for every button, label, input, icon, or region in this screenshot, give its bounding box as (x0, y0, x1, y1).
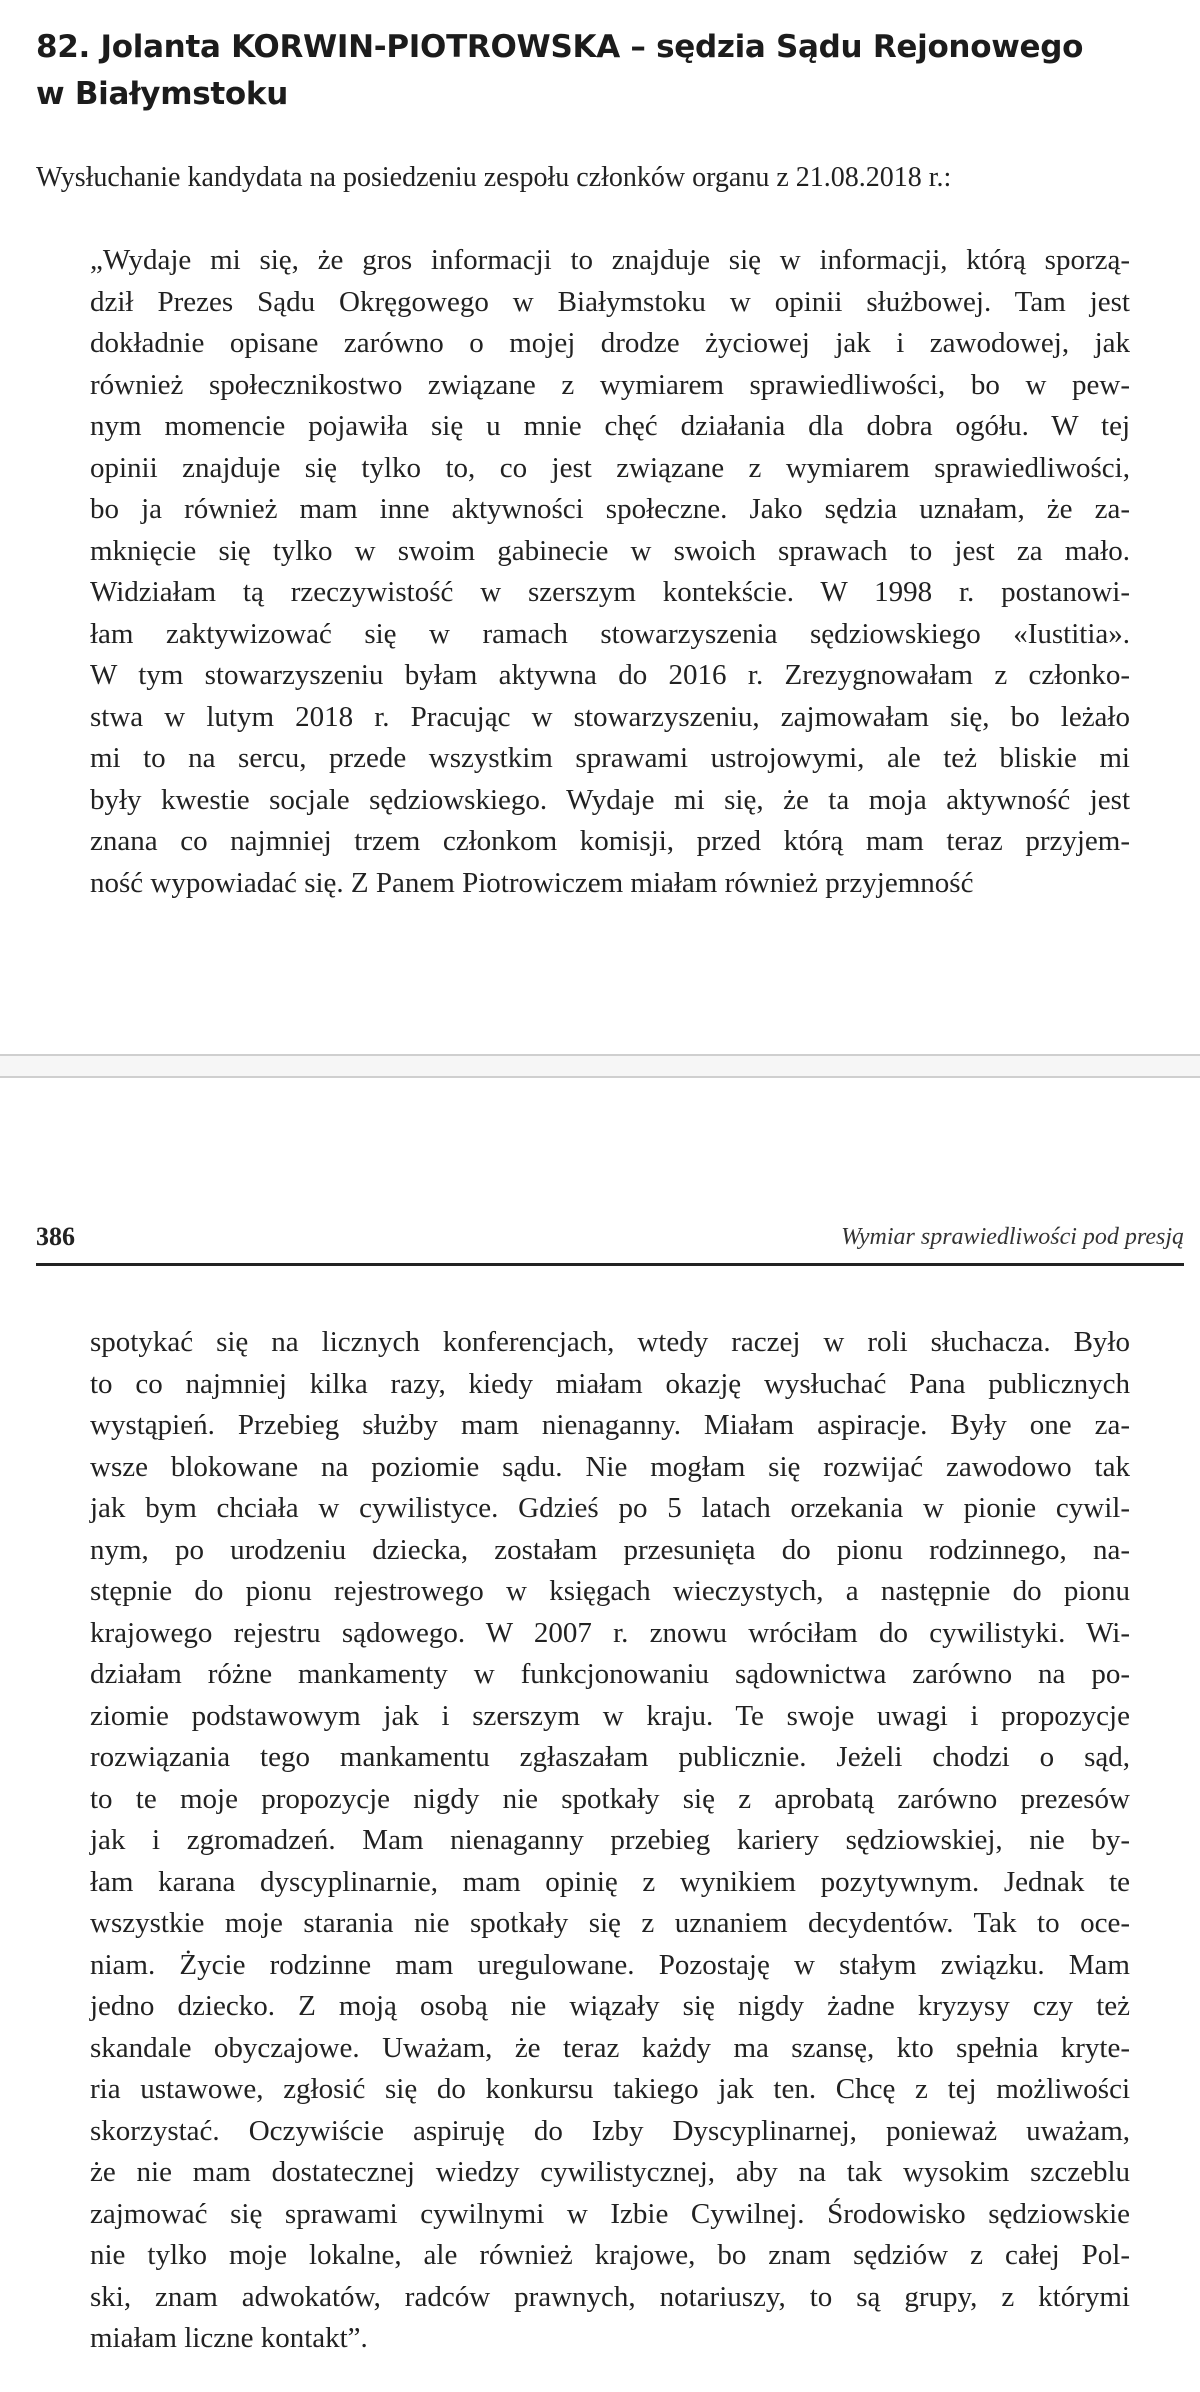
page-number: 386 (36, 1222, 75, 1251)
text-line-content: nym momencie pojawiła się u mnie chęć działania dla dobra ogółu. W tej (90, 410, 1130, 442)
text-line-content: Widziałam tą rzeczywistość w szerszym kontekście. W 1998 r. postanowi- (90, 576, 1130, 608)
text-line (90, 738, 1130, 780)
hearing-intro: Wysłuchanie kandydata na posiedzeniu zespołu członków organu z 21.08.2018 r.: (36, 162, 952, 193)
title-line-2: w Białymstoku (36, 76, 288, 112)
text-line (90, 1779, 1130, 1821)
text-line-content: W tym stowarzyszeniu byłam aktywna do 2016 r. Zrezygnowałam z członko- (90, 659, 1130, 691)
title-line-1: 82. Jolanta KORWIN-PIOTROWSKA – sędzia Sądu Rejonowego (36, 29, 1084, 65)
text-line-content: zajmować się sprawami cywilnymi w Izbie Cywilnej. Środowisko sędziowskie (90, 2197, 1130, 2230)
text-line (90, 2069, 1130, 2111)
text-line-content: jak i zgromadzeń. Mam nienaganny przebieg kariery sędziowskiej, nie by- (90, 1824, 1130, 1856)
text-line-content: wystąpień. Przebieg służby mam nienaganny. Miałam aspiracje. Były one za- (90, 1409, 1130, 1441)
text-line-content: że nie mam dostatecznej wiedzy cywilistycznej, aby na tak wysokim szczeblu (90, 2156, 1130, 2188)
text-line-content: spotykać się na licznych konferencjach, wtedy raczej w roli słuchacza. Było (90, 1326, 1130, 1358)
text-line (90, 2318, 1130, 2360)
text-line (90, 1364, 1130, 1406)
text-line-content: skandale obyczajowe. Uważam, że teraz każdy ma szansę, kto spełnia kryte- (90, 2031, 1130, 2064)
text-line-content: skorzystać. Oczywiście aspiruję do Izby Dyscyplinarnej, ponieważ uważam, (90, 2114, 1130, 2147)
text-line-content: wszystkie moje starania nie spotkały się z uznaniem decydentów. Tak to oce- (90, 1907, 1130, 1939)
text-line-content: jak bym chciała w cywilistyce. Gdzieś po 5 latach orzekania w pionie cywil- (90, 1492, 1130, 1524)
text-line (90, 1986, 1130, 2028)
text-line (90, 1820, 1130, 1862)
text-line (90, 821, 1130, 863)
text-line-content: dził Prezes Sądu Okręgowego w Białymstoku w opinii służbowej. Tam jest (90, 285, 1130, 318)
text-line-content: to co najmniej kilka razy, kiedy miałam okazję wysłuchać Pana publicznych (90, 1367, 1130, 1400)
text-line (90, 863, 1130, 905)
text-line (90, 1654, 1130, 1696)
text-line (90, 365, 1130, 407)
text-line-content: działam różne mankamenty w funkcjonowaniu sądownictwa zarówno na po- (90, 1658, 1130, 1690)
text-line (90, 1696, 1130, 1738)
text-line (90, 1322, 1130, 1364)
text-line (90, 1613, 1130, 1655)
text-line-content: nie tylko moje lokalne, ale również krajowe, bo znam sędziów z całej Pol- (90, 2239, 1130, 2271)
text-line-content: były kwestie socjale sędziowskiego. Wydaje mi się, że ta moja aktywność jest (90, 783, 1130, 816)
text-line-content: łam zaktywizować się w ramach stowarzyszenia sędziowskiego «Iustitia». (90, 617, 1130, 650)
text-line (90, 448, 1130, 490)
text-line (90, 2111, 1130, 2153)
text-line (90, 1862, 1130, 1904)
text-line (90, 1405, 1130, 1447)
text-line (90, 1447, 1130, 1489)
text-line-content: ność wypowiadać się. Z Panem Piotrowiczem miałam również przyjemność (90, 866, 974, 899)
section-title (36, 24, 1156, 118)
text-line (90, 780, 1130, 822)
text-line-content: „Wydaje mi się, że gros informacji to znajduje się w informacji, którą sporzą- (90, 244, 1130, 276)
text-line-content: nym, po urodzeniu dziecka, zostałam przesunięta do pionu rodzinnego, na- (90, 1533, 1130, 1566)
text-line (90, 489, 1130, 531)
text-line-content: stępnie do pionu rejestrowego w księgach wieczystych, a następnie do pionu (90, 1575, 1130, 1607)
text-line-content: również społecznikostwo związane z wymiarem sprawiedliwości, bo w pew- (90, 368, 1130, 401)
text-line (90, 1737, 1130, 1779)
text-line (90, 1488, 1130, 1530)
text-line-content: jedno dziecko. Z moją osobą nie wiązały się nigdy żadne kryzysy czy też (90, 1990, 1130, 2022)
text-line (90, 614, 1130, 656)
text-line-content: mi to na sercu, przede wszystkim sprawami ustrojowymi, ale też bliskie mi (90, 742, 1130, 774)
book-title: Wymiar sprawiedliwości pod presją (841, 1224, 1184, 1250)
text-line-content: rozwiązania tego mankamentu zgłaszałam publicznie. Jeżeli chodzi o sąd, (90, 1741, 1130, 1773)
text-line-content: ria ustawowe, zgłosić się do konkursu takiego jak ten. Chcę z tej możliwości (90, 2073, 1130, 2105)
text-line-content: opinii znajduje się tylko to, co jest związane z wymiarem sprawiedliwości, (90, 451, 1130, 484)
text-line-content: niam. Życie rodzinne mam uregulowane. Pozostaję w stałym związku. Mam (90, 1948, 1130, 1981)
text-line-content: stwa w lutym 2018 r. Pracując w stowarzyszeniu, zajmowałam się, bo leżało (90, 700, 1130, 733)
text-line-content: mknięcie się tylko w swoim gabinecie w swoich sprawach to jest za mało. (90, 534, 1130, 567)
text-line (90, 2235, 1130, 2277)
text-line-content: znana co najmniej trzem członkom komisji, przed którą mam teraz przyjem- (90, 825, 1130, 857)
quote-page-1 (90, 240, 1130, 904)
text-line-content: miałam liczne kontakt”. (90, 2322, 368, 2354)
text-line (90, 531, 1130, 573)
text-line-content: łam karana dyscyplinarnie, mam opinię z wynikiem pozytywnym. Jednak te (90, 1865, 1130, 1898)
text-line (90, 1530, 1130, 1572)
text-line (90, 2152, 1130, 2194)
text-line (90, 1571, 1130, 1613)
text-line (90, 655, 1130, 697)
text-line (90, 2277, 1130, 2319)
text-line-content: ski, znam adwokatów, radców prawnych, notariuszy, to są grupy, z którymi (90, 2280, 1130, 2313)
page-break-separator (0, 1054, 1200, 1078)
text-line (90, 572, 1130, 614)
text-line (90, 406, 1130, 448)
text-line-content: wsze blokowane na poziomie sądu. Nie mogłam się rozwijać zawodowo tak (90, 1450, 1130, 1483)
text-line (90, 1945, 1130, 1987)
text-line (90, 282, 1130, 324)
page-top (0, 0, 1200, 1054)
text-line (90, 240, 1130, 282)
text-line-content: krajowego rejestru sądowego. W 2007 r. znowu wróciłam do cywilistyki. Wi- (90, 1616, 1130, 1649)
text-line (90, 1903, 1130, 1945)
text-line (90, 697, 1130, 739)
text-line (90, 2194, 1130, 2236)
text-line-content: to te moje propozycje nigdy nie spotkały się z aprobatą zarówno prezesów (90, 1782, 1130, 1815)
running-header (36, 1220, 1184, 1266)
text-line-content: ziomie podstawowym jak i szerszym w kraju. Te swoje uwagi i propozycje (90, 1699, 1130, 1732)
quote-page-2 (90, 1322, 1130, 2360)
text-line (90, 323, 1130, 365)
text-line-content: dokładnie opisane zarówno o mojej drodze życiowej jak i zawodowej, jak (90, 327, 1130, 359)
text-line-content: bo ja również mam inne aktywności społeczne. Jako sędzia uznałam, że za- (90, 493, 1130, 525)
text-line (90, 2028, 1130, 2070)
